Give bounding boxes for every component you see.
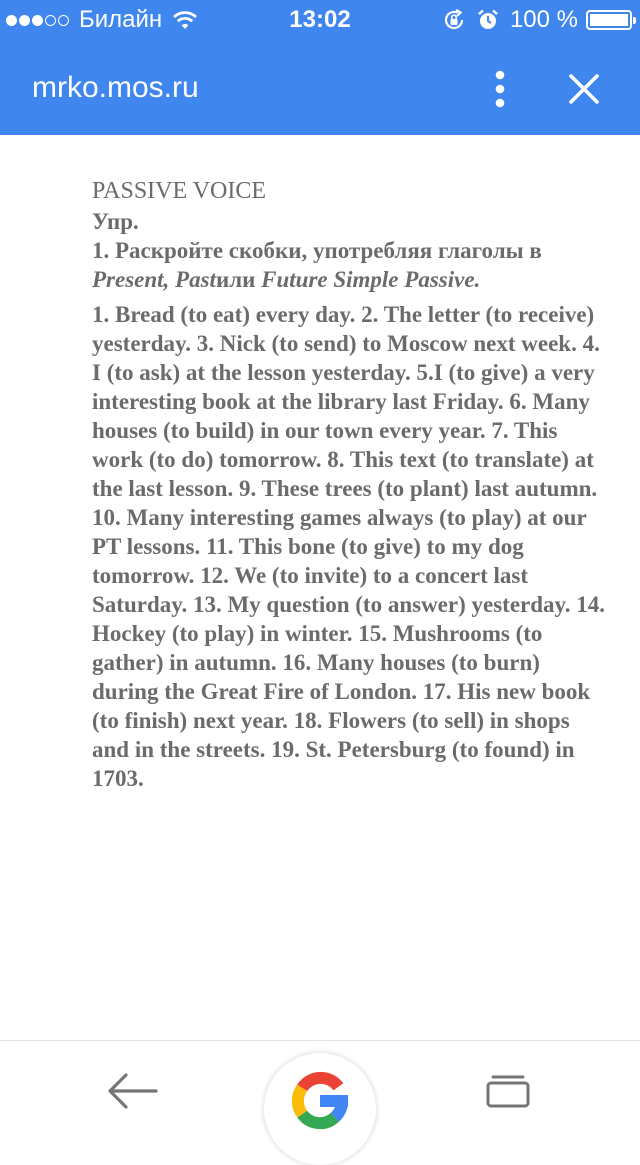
google-search-button[interactable] bbox=[264, 1053, 376, 1165]
close-button[interactable] bbox=[560, 64, 608, 114]
document-content bbox=[92, 176, 612, 793]
back-arrow-icon bbox=[106, 1071, 158, 1111]
page-url: mrko.mos.ru bbox=[32, 71, 199, 104]
close-icon bbox=[569, 74, 599, 104]
top-bar bbox=[0, 0, 640, 135]
instruction-middle: или bbox=[215, 267, 256, 292]
document-heading: PASSIVE VOICE bbox=[92, 178, 267, 204]
battery-percent: 100 % bbox=[509, 6, 578, 33]
back-button[interactable] bbox=[104, 1069, 160, 1113]
instruction-italic-tenses: Present, Past bbox=[92, 267, 216, 292]
tabs-icon bbox=[485, 1073, 531, 1109]
more-menu-button[interactable] bbox=[480, 64, 520, 114]
more-vert-icon bbox=[494, 70, 506, 108]
status-bar bbox=[0, 0, 640, 40]
status-time: 13:02 bbox=[289, 6, 351, 33]
bottom-bar bbox=[0, 1040, 640, 1137]
google-logo-icon bbox=[288, 1069, 352, 1133]
tabs-button[interactable] bbox=[480, 1067, 536, 1115]
battery-level bbox=[590, 14, 628, 26]
carrier-name: Билайн bbox=[79, 6, 163, 33]
status-right bbox=[442, 0, 632, 40]
orientation-lock-icon bbox=[442, 8, 466, 32]
exercise-label: Упр. bbox=[92, 209, 139, 234]
exercise-instruction bbox=[92, 236, 612, 294]
alarm-icon bbox=[476, 8, 500, 32]
exercise-body: 1. Bread (to eat) every day. 2. The letter (to receive) yesterday. 3. Nick (to send) to Moscow next week. 4. I (to ask) at the lesson yesterday. 5.I (to give) a very interesting book at the library last Friday. 6. Many houses (to build) in our town every year. 7. This work (to do) tomorrow. 8. This text (to translate) at the last lesson. 9. These trees (to plant) last autumn. 10. Many interesting games always (to play) at our PT lessons. 11. This bone (to give) to my dog tomorrow. 12. We (to invite) to a concert last Saturday. 13. My question (to answer) yesterday. 14. Hockey (to play) in winter. 15. Mushrooms (to gather) in autumn. 16. Many houses (to burn) during the Great Fire of London. 17. His new book (to finish) next year. 18. Flowers (to sell) in shops and in the streets. 19. St. Petersburg (to found) in 1703. bbox=[92, 302, 606, 791]
battery-icon bbox=[586, 10, 632, 30]
instruction-italic-future: Future Simple Passive. bbox=[261, 267, 481, 292]
instruction-prefix: 1. Раскройте скобки, употребляя глаголы в bbox=[92, 238, 542, 263]
